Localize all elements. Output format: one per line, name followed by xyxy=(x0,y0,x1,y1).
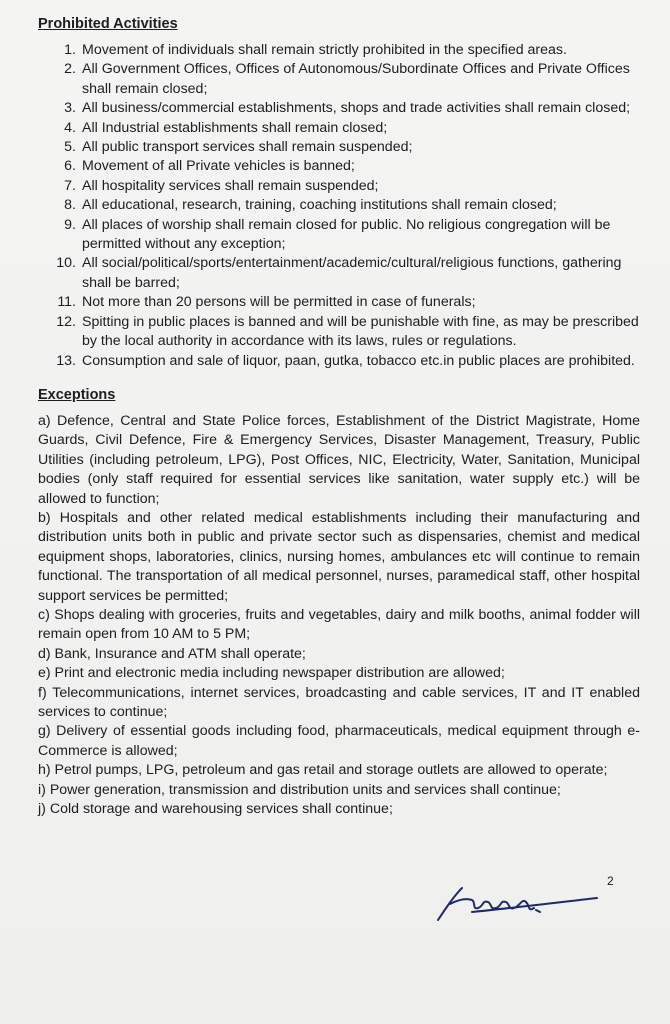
list-item: f) Telecommunications, internet services, broadcasting and cable services, IT and IT enabled services to continue; xyxy=(38,684,640,720)
exceptions-heading: Exceptions xyxy=(38,386,116,403)
list-item: 4. All Industrial establishments shall remain closed; xyxy=(64,119,388,136)
list-item: e) Print and electronic media including newspaper distribution are allowed; xyxy=(38,665,505,682)
list-item: 5. All public transport services shall remain suspended; xyxy=(64,139,413,156)
list-item: h) Petrol pumps, LPG, petroleum and gas retail and storage outlets are allowed to operate; xyxy=(38,762,608,779)
list-item: i) Power generation, transmission and distribution units and services shall continue; xyxy=(38,781,561,798)
list-item: 10. All social/political/sports/entertainment/academic/cultural/religious functions, gathering shall be barred; xyxy=(56,255,622,291)
list-item: 1. Movement of individuals shall remain strictly prohibited in the specified areas. xyxy=(64,42,567,58)
prohibited-section xyxy=(38,14,640,371)
list-item: g) Delivery of essential goods including food, pharmaceuticals, medical equipment through e-Commerce is allowed; xyxy=(38,723,640,759)
list-item: 2. All Government Offices, Offices of Autonomous/Subordinate Offices and Private Offices shall remain closed; xyxy=(64,61,630,97)
signature xyxy=(432,878,602,928)
list-item: a) Defence, Central and State Police forces, Establishment of the District Magistrate, Home Guards, Civil Defence, Fire & Emergency Services, Disaster Management, Treasury, Public Utilities (including petroleum, LPG), Post Offices, NIC, Electricity, Water, Sanitation, Municipal bodies (only staff required for essential services like sanitation, water supply etc.) will be allowed to function; xyxy=(38,412,640,507)
exceptions-section xyxy=(38,385,640,820)
list-item: 7. All hospitality services shall remain suspended; xyxy=(64,177,379,194)
list-item: 8. All educational, research, training, coaching institutions shall remain closed; xyxy=(64,197,557,214)
list-item: 6. Movement of all Private vehicles is banned; xyxy=(64,158,355,175)
prohibited-heading: Prohibited Activities xyxy=(38,16,178,32)
list-item: d) Bank, Insurance and ATM shall operate; xyxy=(38,645,306,662)
list-item: 3. All business/commercial establishments, shops and trade activities shall remain closed; xyxy=(64,100,631,117)
prohibited-list xyxy=(38,41,640,371)
list-item: 9. All places of worship shall remain closed for public. No religious congregation will be permitted without any exception; xyxy=(64,216,611,253)
list-item: c) Shops dealing with groceries, fruits and vegetables, dairy and milk booths, animal fodder will remain open from 10 AM to 5 PM; xyxy=(38,606,640,643)
list-item: 13. Consumption and sale of liquor, paan, gutka, tobacco etc.in public places are prohibited. xyxy=(56,352,635,369)
page-number: 2 xyxy=(607,874,614,888)
exceptions-list xyxy=(38,412,640,820)
list-item: 12. Spitting in public places is banned and will be punishable with fine, as may be prescribed by the local authority in accordance with its laws, rules or regulations. xyxy=(56,313,639,350)
list-item: 11. Not more than 20 persons will be permitted in case of funerals; xyxy=(57,294,476,311)
list-item: b) Hospitals and other related medical establishments including their manufacturing and distribution units both in public and private sector such as dispensaries, chemist and medical equipment shops, laboratories, clinics, nursing homes, ambulances etc will continue to remain functional. The transportation of all medical personnel, nurses, paramedical staff, other hospital support services be permitted; xyxy=(38,509,640,604)
list-item: j) Cold storage and warehousing services shall continue; xyxy=(38,801,393,818)
